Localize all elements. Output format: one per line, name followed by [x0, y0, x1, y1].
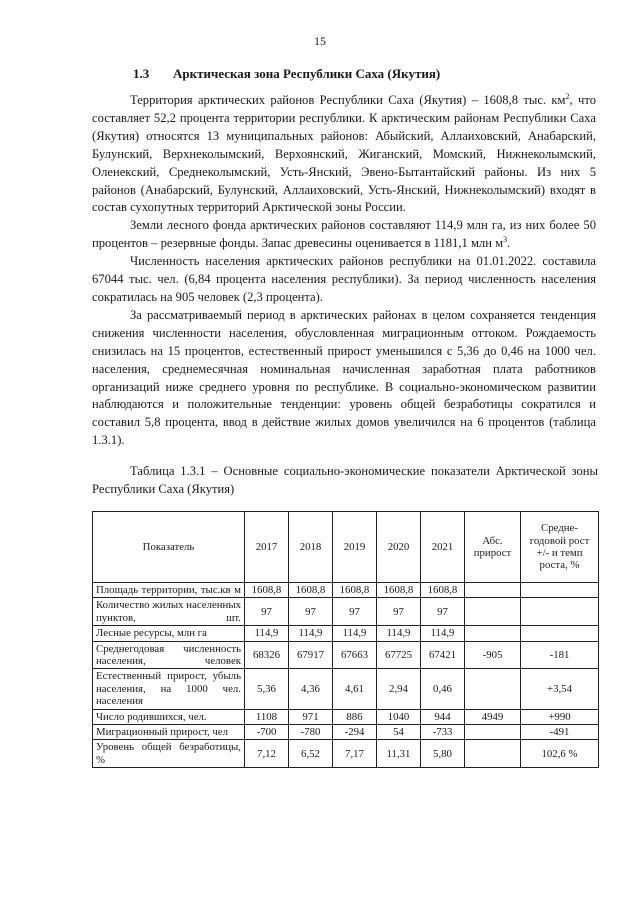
- table-cell: [465, 598, 521, 626]
- table-row: [93, 669, 599, 709]
- table-cell: 97: [421, 598, 465, 626]
- column-header: 2017: [245, 512, 289, 583]
- table-row: [93, 598, 599, 626]
- table-row: [93, 725, 599, 740]
- table-row: [93, 740, 599, 768]
- paragraph: Земли лесного фонда арктических районов составляют 114,9 млн га, из них более 50 процентов – резервные фонды. Запас древесины оценивается в 1181,1 млн $м^3$.: [92, 218, 596, 251]
- table-cell: +3,54: [521, 669, 599, 709]
- table-cell: 67663: [333, 641, 377, 669]
- indicator-label: Число родившихся, чел.: [93, 709, 245, 724]
- table-cell: [465, 626, 521, 641]
- table-cell: 0,46: [421, 669, 465, 709]
- table-cell: 6,52: [289, 740, 333, 768]
- table-cell: [465, 740, 521, 768]
- table-cell: 1040: [377, 709, 421, 724]
- table-cell: -700: [245, 725, 289, 740]
- table-cell: -491: [521, 725, 599, 740]
- table-cell: 97: [333, 598, 377, 626]
- table-cell: 5,80: [421, 740, 465, 768]
- table-cell: 4949: [465, 709, 521, 724]
- table-caption: Таблица 1.3.1 – Основные социально-экономические показатели Арктической зоны Республики Саха (Якутия): [92, 464, 598, 496]
- section-title: Арктическая зона Республики Саха (Якутия): [173, 66, 441, 81]
- table-cell: [521, 598, 599, 626]
- table-cell: 114,9: [377, 626, 421, 641]
- indicators-table: [92, 511, 599, 768]
- table-cell: -294: [333, 725, 377, 740]
- table-cell: 1608,8: [333, 583, 377, 598]
- table-cell: 11,31: [377, 740, 421, 768]
- table-cell: 7,12: [245, 740, 289, 768]
- indicator-label: Лесные ресурсы, млн га: [93, 626, 245, 641]
- column-header: Показатель: [93, 512, 245, 583]
- table-cell: 1108: [245, 709, 289, 724]
- table-cell: 114,9: [245, 626, 289, 641]
- table-cell: 944: [421, 709, 465, 724]
- table-cell: -780: [289, 725, 333, 740]
- paragraph: Численность населения арктических районов республики на 01.01.2022. составила 67044 тыс. чел. (6,84 процента населения республики). За период численность населения сократилась на 905 человек (2,3 процента).: [92, 254, 596, 304]
- table-cell: 2,94: [377, 669, 421, 709]
- table-cell: -181: [521, 641, 599, 669]
- table-cell: [465, 669, 521, 709]
- table-cell: 97: [289, 598, 333, 626]
- column-header: 2021: [421, 512, 465, 583]
- table-cell: 971: [289, 709, 333, 724]
- table-cell: 5,36: [245, 669, 289, 709]
- column-header: 2020: [377, 512, 421, 583]
- table-cell: 114,9: [421, 626, 465, 641]
- table-cell: 1608,8: [245, 583, 289, 598]
- table-cell: 7,17: [333, 740, 377, 768]
- table-cell: 68326: [245, 641, 289, 669]
- table-cell: -905: [465, 641, 521, 669]
- table-row: [93, 641, 599, 669]
- column-header: 2019: [333, 512, 377, 583]
- column-header: Абс. прирост: [465, 512, 521, 583]
- indicator-label: Среднегодовая численность населения, человек: [93, 641, 245, 669]
- table-row: [93, 709, 599, 724]
- table-cell: 67421: [421, 641, 465, 669]
- paragraph: За рассматриваемый период в арктических районах в целом сохраняется тенденция снижения численности населения, обусловленная миграционным оттоком. Рождаемость снизилась на 15 процентов, естественный прирост уменьшился с 5,36 до 0,46 на 1000 чел. населения, среднемесячная номинальная начисленная заработная плата работников организаций ниже среднего уровня по республике. В социально-экономическом развитии наблюдаются и положительные тенденции: уровень общей безработицы сократился и составил 5,8 процента, ввод в действие жилых домов увеличился на 6 процентов (таблица 1.3.1).: [92, 307, 596, 448]
- table-cell: 886: [333, 709, 377, 724]
- table-cell: -733: [421, 725, 465, 740]
- table-row: [93, 626, 599, 641]
- page-number: 15: [314, 34, 326, 48]
- table-cell: 67725: [377, 641, 421, 669]
- table-cell: 97: [245, 598, 289, 626]
- table-cell: 1608,8: [289, 583, 333, 598]
- body-text: [92, 92, 596, 450]
- indicator-label: Количество жилых населенных пунктов, шт.: [93, 598, 245, 626]
- table-cell: [521, 626, 599, 641]
- table-cell: +990: [521, 709, 599, 724]
- indicator-label: Площадь территории, тыс.кв м: [93, 583, 245, 598]
- table-cell: 97: [377, 598, 421, 626]
- table-cell: [521, 583, 599, 598]
- table-cell: [465, 725, 521, 740]
- table-cell: 4,36: [289, 669, 333, 709]
- column-header: Средне-годовой рост +/- и темп роста, %: [521, 512, 599, 583]
- table-cell: 4,61: [333, 669, 377, 709]
- table-row: [93, 583, 599, 598]
- table-cell: 1608,8: [377, 583, 421, 598]
- table-cell: 67917: [289, 641, 333, 669]
- table-cell: 1608,8: [421, 583, 465, 598]
- table-cell: [465, 583, 521, 598]
- table-cell: 54: [377, 725, 421, 740]
- table-header-row: [93, 512, 599, 583]
- indicator-label: Естественный прирост, убыль населения, на 1000 чел. населения: [93, 669, 245, 709]
- table-cell: 114,9: [333, 626, 377, 641]
- table-cell: 102,6 %: [521, 740, 599, 768]
- paragraph: Территория арктических районов Республики Саха (Якутия) – 1608,8 тыс. $км^2$, что составляет 52,2 процента территории республики. К арктическим районам Республики Саха (Якутия) относятся 13 муниципальных районов: Абыйский, Аллаиховский, Анабарский, Булунский, Верхнеколымский, Верхоянский, Жиганский, Момский, Нижнеколымский, Оленекский, Среднеколымский, Усть-Янский, Эвено-Бытантайский районы. Из них 5 районов (Анабарский, Булунский, Аллаиховский, Усть-Янский, Нижнеколымский) входят в состав сухопутных территорий Арктической зоны России.: [92, 91, 596, 215]
- section-heading: [133, 66, 440, 82]
- indicator-label: Миграционный прирост, чел: [93, 725, 245, 740]
- table-cell: 114,9: [289, 626, 333, 641]
- section-number: 1.3: [133, 66, 150, 81]
- column-header: 2018: [289, 512, 333, 583]
- indicator-label: Уровень общей безработицы, %: [93, 740, 245, 768]
